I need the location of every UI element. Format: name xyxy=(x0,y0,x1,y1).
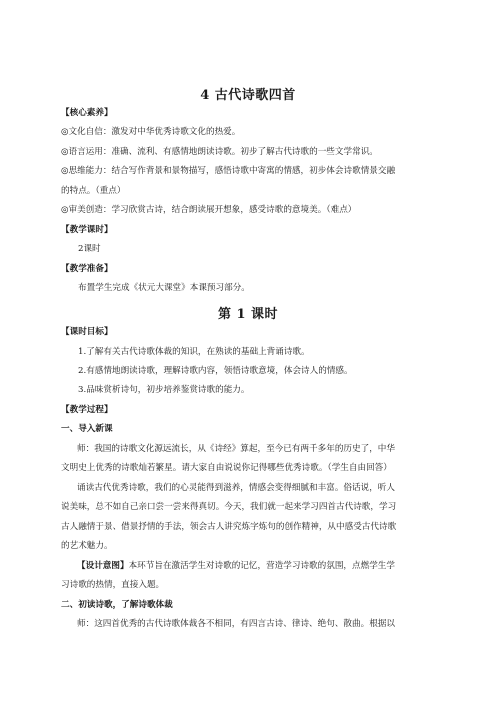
paragraph-line: 的艺术魅力。 xyxy=(61,541,113,551)
teaching-hours-value: 2课时 xyxy=(78,244,101,254)
paragraph-line: 习诗歌的热情，直接入题。 xyxy=(61,580,165,590)
teaching-process-heading: 【教学过程】 xyxy=(61,405,113,415)
design-intent-label: 【设计意图】 xyxy=(77,561,129,571)
core-literacy-heading: 【核心素养】 xyxy=(61,108,113,118)
step-heading: 一、导入新课 xyxy=(61,424,113,434)
paragraph-line: 诵读古代优秀诗歌，我们的心灵能得到滋养，情感会变得细腻和丰富。俗话说，听人 xyxy=(77,483,395,493)
teaching-prep-heading: 【教学准备】 xyxy=(61,264,113,274)
core-item: ◎审美创造：学习欣赏古诗，结合朗读展开想象，感受诗歌的意境美。（难点） xyxy=(61,205,357,215)
paragraph-line: 古人融情于景、借景抒情的手法，领会古人讲究炼字炼句的创作精神，从中感受古代诗歌 xyxy=(61,522,397,532)
goal-item: 1.了解有关古代诗歌体裁的知识，在熟读的基础上背诵诗歌。 xyxy=(78,347,310,357)
design-intent-text: 本环节旨在激活学生对诗歌的记忆，营造学习诗歌的氛围，点燃学生学 xyxy=(128,561,395,571)
paragraph-line: 说美味，总不如自己亲口尝一尝来得真切。今天，我们就一起来学习四首古代诗歌，学习 xyxy=(61,502,397,512)
teaching-prep-value: 布置学生完成《状元大课堂》本课预习部分。 xyxy=(78,283,250,293)
core-item: ◎思维能力：结合写作背景和景物描写，感悟诗歌中寄寓的情感，初步体会诗歌情景交融 xyxy=(61,166,396,176)
core-item: ◎文化自信：激发对中华优秀诗歌文化的热爱。 xyxy=(61,127,241,137)
core-item: ◎语言运用：准确、流利、有感情地朗读诗歌。初步了解古代诗歌的一些文学常识。 xyxy=(61,147,378,157)
lesson-period-title: 第 1 课时 xyxy=(217,307,279,322)
paragraph-line: 师：我国的诗歌文化源远流长，从《诗经》算起，至今已有两千多年的历史了，中华 xyxy=(77,444,395,454)
teaching-hours-heading: 【教学课时】 xyxy=(61,225,113,235)
period-goals-heading: 【课时目标】 xyxy=(61,327,113,337)
goal-item: 3.品味赏析诗句，初步培养鉴赏诗歌的能力。 xyxy=(78,385,250,395)
paragraph-line: 文明史上优秀的诗歌灿若繁星。请大家自由说说你记得哪些优秀诗歌。（学生自由回答） xyxy=(61,463,392,473)
goal-item: 2.有感情地朗读诗歌，理解诗歌内容，领悟诗歌意境，体会诗人的情感。 xyxy=(78,366,353,376)
paragraph-line: 师：这四首优秀的古代诗歌体裁各不相同，有四言古诗、律诗、绝句、散曲。根据以 xyxy=(77,619,395,629)
design-intent-line xyxy=(77,560,441,572)
step-heading: 二、初读诗歌，了解诗歌体裁 xyxy=(61,600,173,610)
core-item-continued: 的特点。（重点） xyxy=(61,186,126,196)
lesson-title: 4 古代诗歌四首 xyxy=(200,88,296,103)
